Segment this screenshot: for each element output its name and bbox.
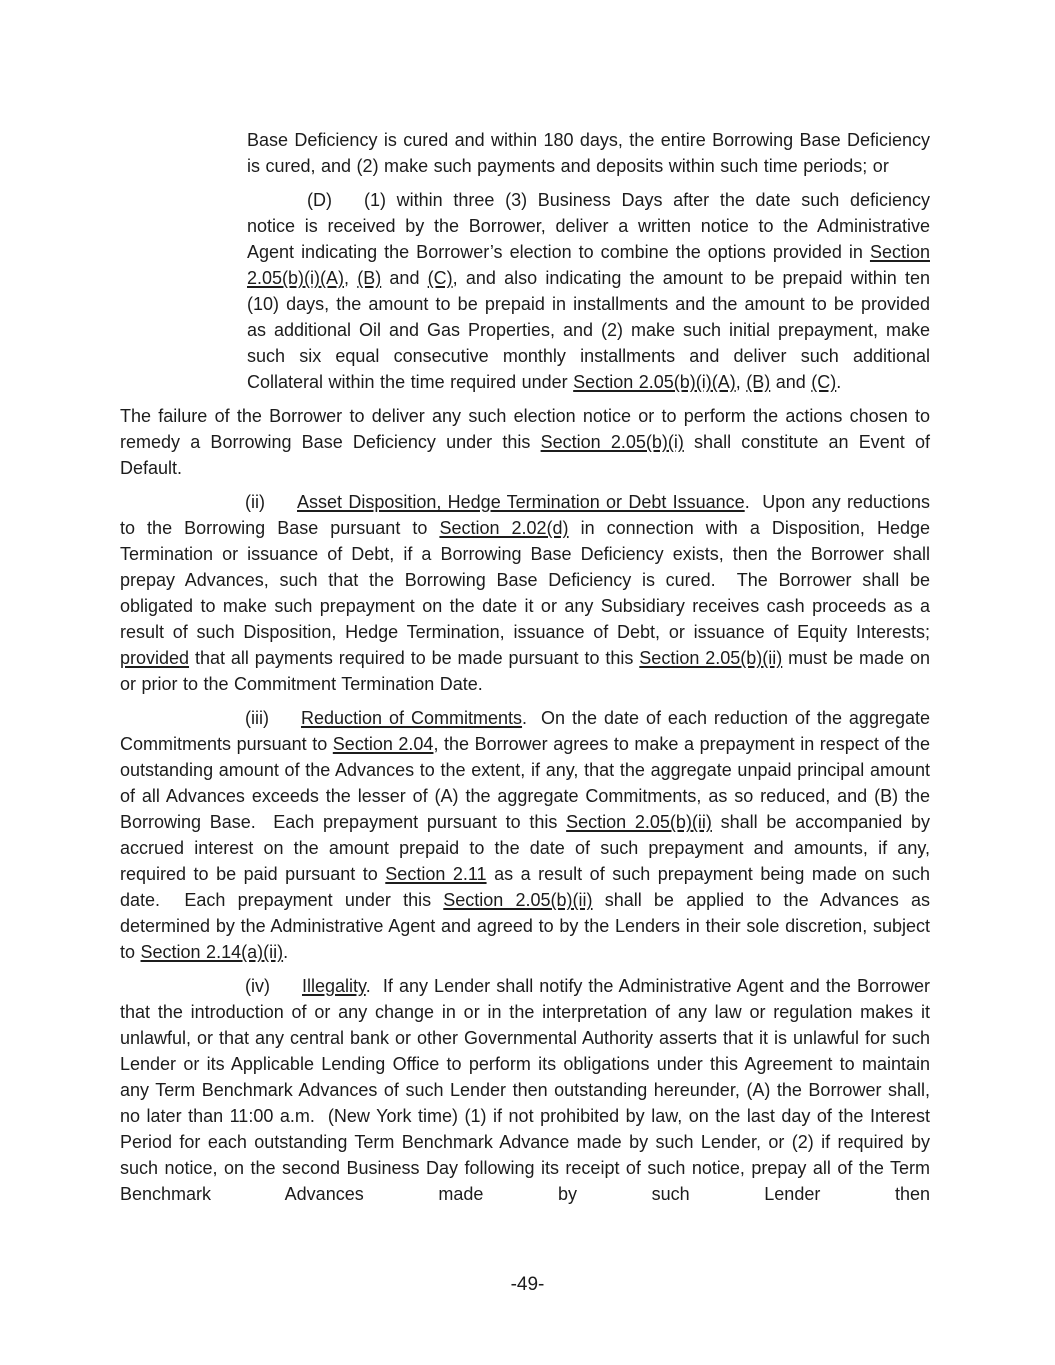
underlined-reference: Asset Disposition, Hedge Termination or Debt Issuance: [297, 492, 745, 512]
text-run: in connection with a Disposition, Hedge Termination or issuance of Debt, if a Borrowing Base Deficiency exists, then the Borrower shall prepay Advances, such that the Borrowing Base Deficiency is cured. The Borrower shall be obligated to make such prepayment on the date it or any Subsidiary receives cash proceeds as a result of such Disposition, Hedge Termination, issuance of Debt, or issuance of Equity Interests;: [120, 518, 931, 642]
underlined-reference: (C): [811, 372, 837, 392]
text-run: Base Deficiency is cured and within 180 days, the entire Borrowing Base Deficiency is cured, and (2) make such payments and deposits within such time periods; or: [247, 130, 930, 176]
text-run: , and also indicating the amount to be prepaid within ten (10) days, the amount to be prepaid in installments and the amount to be provided as additional Oil and Gas Properties, and (2) make such initial prepayment, make such six equal consecutive monthly installments and deliver such additional Collateral within the time required under: [247, 268, 930, 392]
text-run: shall be applied to the Advances as determined by the Administrative Agent and agreed to by the Lenders in their sole discretion, subject to: [120, 890, 931, 962]
text-run: ,: [344, 268, 358, 288]
paragraph-clause-ii-asset-disposition: [120, 489, 930, 697]
text-run: shall be accompanied by accrued interest on the amount prepaid to the date of such prepayment and amounts, if any, required to be paid pursuant to: [120, 812, 930, 884]
page-number: -49-: [510, 1274, 545, 1295]
underlined-reference: Section 2.11: [385, 864, 487, 884]
underlined-reference: Section 2.05(b)(ii): [566, 812, 712, 832]
underlined-reference: Section 2.05(b)(ii): [443, 890, 593, 910]
text-run: must be made on or prior to the Commitment Termination Date.: [120, 648, 930, 694]
underlined-reference: Reduction of Commitments: [301, 708, 523, 728]
text-run: .: [836, 372, 842, 392]
text-run: ,: [735, 372, 747, 392]
text-run: . Upon any reductions to the Borrowing Base pursuant to: [120, 492, 930, 538]
text-run: and: [770, 372, 812, 392]
text-run: as a result of such prepayment being made on such date. Each prepayment under this: [120, 864, 931, 910]
text-run: . If any Lender shall notify the Administrative Agent and the Borrower that the introduction of or any change in or in the interpretation of any law or regulation makes it unlawful, or that any central bank or other Governmental Authority asserts that it is unlawful for such Lender or its Applicable Lending Office to perform its obligations under this Agreement to maintain any Term Benchmark Advances of such Lender then outstanding hereunder, (A) the Borrower shall, no later than 11:00 a.m. (New York time) (1) if not prohibited by law, on the last day of the Interest Period for each outstanding Term Benchmark Advance made by such Lender, or (2) if required by such notice, on the second Business Day following its receipt of such notice, prepay all of the Term Benchmark Advances made by such Lender then: [120, 976, 930, 1204]
underlined-reference: Section 2.14(a)(ii): [140, 942, 284, 962]
underlined-reference: provided: [120, 648, 190, 668]
document-body: [120, 127, 930, 1207]
text-run: , the Borrower agrees to make a prepayment in respect of the outstanding amount of the Advances to the extent, if any, that the aggregate unpaid principal amount of all Advances exceeds the lesser of (A) the aggregate Commitments, as so reduced, and (B) the Borrowing Base. Each prepayment pursuant to this: [120, 734, 930, 832]
text-run: (iv): [245, 976, 270, 996]
underlined-reference: Section 2.05(b)(i): [540, 432, 684, 452]
text-run: (ii): [245, 492, 265, 512]
underlined-reference: Section 2.05(b)(i)(A): [573, 372, 736, 392]
text-run: (D): [307, 190, 332, 210]
underlined-reference: (B): [746, 372, 771, 392]
paragraph-clause-continuation: [247, 127, 930, 179]
text-run: that all payments required to be made pursuant to this: [189, 648, 640, 668]
underlined-reference: Section 2.04: [332, 734, 434, 754]
underlined-reference: Section 2.05(b)(i)(A): [247, 242, 930, 288]
text-run: shall constitute an Event of Default.: [120, 432, 930, 478]
text-run: (iii): [245, 708, 269, 728]
text-run: and: [381, 268, 428, 288]
text-run: .: [283, 942, 289, 962]
text-run: (1) within three (3) Business Days after the date such deficiency notice is received by the Borrower, deliver a written notice to the Administrative Agent indicating the Borrower’s election to combine the options provided in: [247, 190, 930, 262]
paragraph-clause-iv-illegality: [120, 973, 930, 1207]
underlined-reference: Illegality: [302, 976, 366, 996]
text-run: The failure of the Borrower to deliver any such election notice or to perform the actions chosen to remedy a Borrowing Base Deficiency under this: [120, 406, 930, 452]
underlined-reference: Section 2.05(b)(ii): [639, 648, 783, 668]
paragraph-clause-d: [247, 187, 930, 395]
text-run: . On the date of each reduction of the aggregate Commitments pursuant to: [120, 708, 930, 754]
underlined-reference: (C): [427, 268, 453, 288]
underlined-reference: (B): [357, 268, 382, 288]
underlined-reference: Section 2.02(d): [439, 518, 569, 538]
paragraph-clause-iii-reduction-of-commitments: [120, 705, 930, 965]
paragraph-failure-event-of-default: [120, 403, 930, 481]
